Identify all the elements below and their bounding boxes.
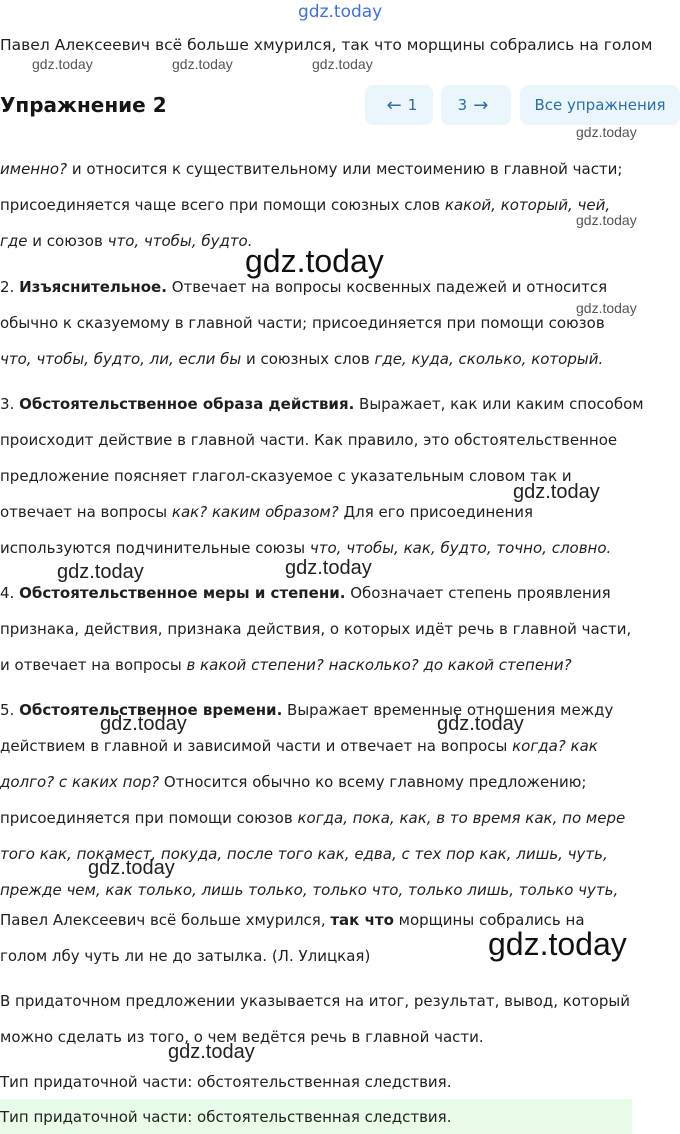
- page-title: Упражнение 2: [0, 93, 167, 117]
- watermark: gdz.today: [32, 56, 93, 72]
- text-line: 5. Обстоятельственное времени. Выражает временные отношения между: [0, 701, 614, 719]
- text-line: 2. Изъяснительное. Отвечает на вопросы косвенных падежей и относится: [0, 278, 608, 296]
- text-line: и отвечает на вопросы в какой степени? насколько? до какой степени?: [0, 656, 572, 674]
- example-line: Павел Алексеевич всё больше хмурился, так что морщины собрались на: [0, 911, 585, 929]
- text-line: где и союзов что, чтобы, будто.: [0, 232, 253, 250]
- watermark-top: gdz.today: [298, 2, 383, 22]
- text-line: предложение поясняет глагол-сказуемое с указательным словом так и: [0, 467, 572, 485]
- example-line: голом лбу чуть ли не до затылка. (Л. Улицкая): [0, 947, 371, 965]
- watermark: gdz.today: [172, 56, 233, 72]
- prev-exercise-label: 1: [407, 96, 418, 114]
- explanation-line: В придаточном предложении указывается на итог, результат, вывод, который: [0, 992, 630, 1010]
- next-exercise-label: 3: [457, 96, 468, 114]
- arrow-left-icon: ←: [386, 94, 402, 116]
- watermark: gdz.today: [312, 56, 373, 72]
- text-line: того как, покамест, покуда, после того как, едва, с тех пор как, лишь, чуть,: [0, 845, 608, 863]
- arrow-right-icon: →: [473, 94, 489, 116]
- watermark: gdz.today: [576, 124, 637, 140]
- text-line: именно? и относится к существительному или местоимению в главной части;: [0, 160, 623, 178]
- all-exercises-label: Все упражнения: [534, 96, 666, 114]
- text-line: признака, действия, признака действия, о которых идёт речь в главной части,: [0, 620, 632, 638]
- text-line: присоединяется чаще всего при помощи союзных слов какой, который, чей,: [0, 196, 611, 214]
- text-line: долго? с каких пор? Относится обычно ко всему главному предложению;: [0, 773, 587, 791]
- answer-text: Тип придаточной части: обстоятельственная следствия.: [0, 1108, 452, 1126]
- answer-box: [0, 1099, 632, 1134]
- watermark: gdz.today: [488, 926, 627, 962]
- watermark: gdz.today: [437, 713, 524, 735]
- watermark: gdz.today: [168, 1041, 255, 1063]
- top-text-line: Павел Алексеевич всё больше хмурился, так что морщины собрались на голом: [0, 36, 653, 54]
- watermark: gdz.today: [513, 481, 600, 503]
- text-line: что, чтобы, будто, ли, если бы и союзных слов где, куда, сколько, который.: [0, 350, 604, 368]
- text-line: происходит действие в главной части. Как правило, это обстоятельственное: [0, 431, 618, 449]
- text-line: отвечает на вопросы как? каким образом? Для его присоединения: [0, 503, 534, 521]
- text-line: обычно к сказуемому в главной части; присоединяется при помощи союзов: [0, 314, 605, 332]
- explanation-line: можно сделать из того, о чем ведётся речь в главной части.: [0, 1028, 484, 1046]
- type-line: Тип придаточной части: обстоятельственная следствия.: [0, 1073, 452, 1091]
- watermark: gdz.today: [285, 557, 372, 579]
- next-exercise-button[interactable]: [441, 85, 511, 125]
- watermark: gdz.today: [88, 857, 175, 879]
- watermark: gdz.today: [576, 212, 637, 228]
- text-line: действием в главной и зависимой части и отвечает на вопросы когда? как: [0, 737, 598, 755]
- prev-exercise-button[interactable]: [365, 85, 433, 125]
- all-exercises-button[interactable]: [520, 85, 680, 125]
- text-line: используются подчинительные союзы что, чтобы, как, будто, точно, словно.: [0, 539, 612, 557]
- watermark: gdz.today: [245, 243, 384, 279]
- text-line: присоединяется при помощи союзов когда, пока, как, в то время как, по мере: [0, 809, 626, 827]
- text-line: 4. Обстоятельственное меры и степени. Обозначает степень проявления: [0, 584, 611, 602]
- text-line: прежде чем, как только, лишь только, только что, только лишь, только чуть,: [0, 881, 619, 899]
- watermark: gdz.today: [100, 713, 187, 735]
- watermark: gdz.today: [576, 300, 637, 316]
- text-line: 3. Обстоятельственное образа действия. Выражает, как или каким способом: [0, 395, 644, 413]
- watermark: gdz.today: [57, 561, 144, 583]
